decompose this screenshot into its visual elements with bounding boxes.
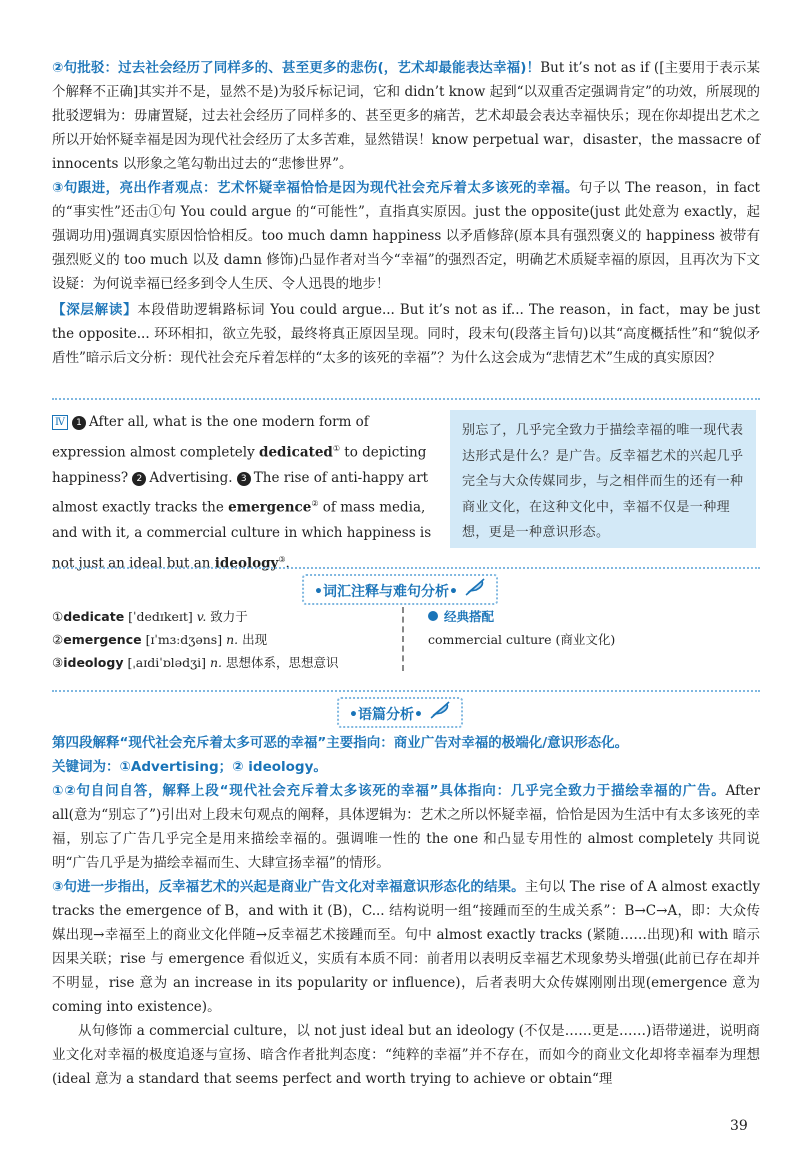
vocab-word-emergence: emergence: [228, 499, 312, 516]
page-number: 39: [730, 1118, 748, 1134]
sentence3-body: 句子以 The reason，in fact 的“事实性”还击①句 You could argue 的“可能性”，直指真实原因。just the opposite(just 此处意为 exactly，起强调功用)强调真实原因恰恰相反。too much damn happiness 以矛盾修辞(原本具有强烈褒义的 happiness 被带有强烈贬义的 too much 以及 damn 修饰)凸显作者对当今“幸福”的强烈否定，明确艺术质疑幸福的原因，且再次为下文设疑：为何说幸福已经多到令人生厌、令人迅畏的地步！: [52, 180, 760, 292]
vocab-item: ②emergence [ɪˈmɜːdʒəns] n. 出现: [52, 632, 268, 647]
vocab-word-ideology: ideology: [214, 555, 279, 571]
sentence2-heading: ②句批驳：过去社会经历了同样多的、甚至更多的悲伤(，艺术却最能表达幸福)！: [52, 60, 541, 76]
collocation-heading: 经典搭配: [428, 605, 615, 628]
divider: [52, 398, 760, 400]
deep-reading-paragraph: [52, 298, 760, 370]
bullet-icon: [428, 611, 438, 621]
divider: [52, 567, 760, 569]
sentence3-heading: ③句跟进，亮出作者观点：艺术怀疑幸福恰恰是因为现代社会充斥着太多该死的幸福。: [52, 180, 579, 196]
vocab-word-dedicated: dedicated: [259, 444, 333, 460]
discourse-keywords: 关键词为：①Advertising；② ideology。: [52, 759, 327, 775]
spiral-divider: [402, 607, 416, 671]
translation-box: 别忘了，几乎完全致力于描绘幸福的唯一现代表达形式是什么？是广告。反幸福艺术的兴起几乎完全与大众传媒同步，与之相伴而生的还有一种商业文化，在这种文化中，幸福不仅是一种理想，更是一种意识形态。: [450, 410, 756, 548]
reading-passage: Ⅳ 1 After all, what is the one modern form of expression almost completely dedicated① to depicting happiness? 2 Advertising. 3 The rise of anti-happy art almost exactly tracks the emergence② of mass media, and with it, a commercial culture in which happiness is not just an ideal but an ideology③.: [52, 414, 432, 571]
paragraph-sentence3-analysis: [52, 176, 760, 296]
vocab-section-banner: •词汇注释与难句分析•: [302, 574, 498, 605]
discourse-sentence12: ①②句自问自答，解释上段“现代社会充斥着太多该死的幸福”具体指向：几乎完全致力于描绘幸福的广告。After all(意为“别忘了”)引出对上段末句观点的阐释，具体逻辑为：艺术之所以怀疑幸福，恰恰是因为生活中有太多该死的幸福，别忘了广告几乎完全是用来描绘幸福的。强调唯一性的 the one 和凸显专用性的 almost completely 共同说明“广告几乎是为描绘幸福而生、大肆宣扬幸福”的情形。: [52, 783, 760, 871]
deep-reading-label: 【深层解读】: [52, 302, 138, 318]
deep-reading-text: 本段借助逻辑路标词 You could argue... But it’s not as if... The reason，in fact，may be just the opposite... 环环相扣，欲立先驳，最终将真正原因呈现。同时，段末句(段落主旨句)以其“高度概括性”和“貌似矛盾性”暗示后文分析：现代社会充斥着怎样的“太多的该死的幸福”？为什么这会成为“悲情艺术”生成的真实原因？: [52, 302, 761, 366]
sentence-marker-3: 3: [237, 472, 251, 486]
quill-pen-icon: [429, 701, 451, 723]
divider: [52, 690, 760, 692]
sentence2-body: But it’s not as if ([主要用于表示某个解释不正确]其实并不是，显然不是)为驳斥标记词，它和 didn’t know 起到“以双重否定强调肯定”的功效，所展现的批驳逻辑为：毋庸置疑，过去社会经历了同样多的、甚至更多的痛苦，艺术却最会表达幸福快乐；现在你却提出艺术之所以开始怀疑幸福是因为现代社会经历了太多苦难，显然错误！know perpetual war，disaster，the massacre of innocents 以形象之笔勾勒出过去的“悲惨世界”。: [52, 60, 760, 172]
discourse-section-banner: •语篇分析•: [337, 697, 463, 728]
vocab-item: ①dedicate [ˈdedɪkeɪt] v. 致力于: [52, 609, 248, 624]
paragraph-sentence2-analysis: [52, 56, 760, 176]
discourse-summary: 第四段解释“现代社会充斥着太多可恶的幸福”主要指向：商业广告对幸福的极端化/意识形态化。: [52, 735, 629, 751]
quill-pen-icon: [464, 578, 486, 600]
vocab-item: ③ideology [ˌaɪdiˈɒlədʒi] n. 思想体系，思想意识: [52, 655, 339, 670]
collocation-box: [428, 605, 615, 651]
sentence-marker-1: 1: [72, 416, 86, 430]
discourse-sentence3: ③句进一步指出，反幸福艺术的兴起是商业广告文化对幸福意识形态化的结果。主句以 The rise of A almost exactly tracks the emergence of B，and with it (B)，C... 结构说明一组“接踵而至的生成关系”：B→C→A，即：大众传媒出现→幸福至上的商业文化伴随→反幸福艺术接踵而至。句中 almost exactly tracks (紧随……出现)和 with 暗示因果关联；rise 与 emergence 看似近义，实质有本质不同：前者用以表明反幸福艺术现象势头增强(此前已存在却并不明显，rise 意为 an increase in its popularity or influence)，后者表明大众传媒刚刚出现(emergence 意为 coming into existence)。: [52, 879, 760, 1015]
paragraph-number-badge: Ⅳ: [52, 415, 68, 430]
sentence-marker-2: 2: [132, 472, 146, 486]
discourse-clause: 从句修饰 a commercial culture，以 not just ideal but an ideology (不仅是……更是……)语带递进，说明商业文化对幸福的极度追逐与宣扬、暗含作者批判态度：“纯粹的幸福”并不存在，而如今的商业文化却将幸福奉为理想(ideal 意为 a standard that seems perfect and worth trying to achieve or obtain“理: [52, 1023, 760, 1087]
vocab-list: [52, 605, 432, 674]
collocation-item: commercial culture (商业文化): [428, 632, 616, 647]
